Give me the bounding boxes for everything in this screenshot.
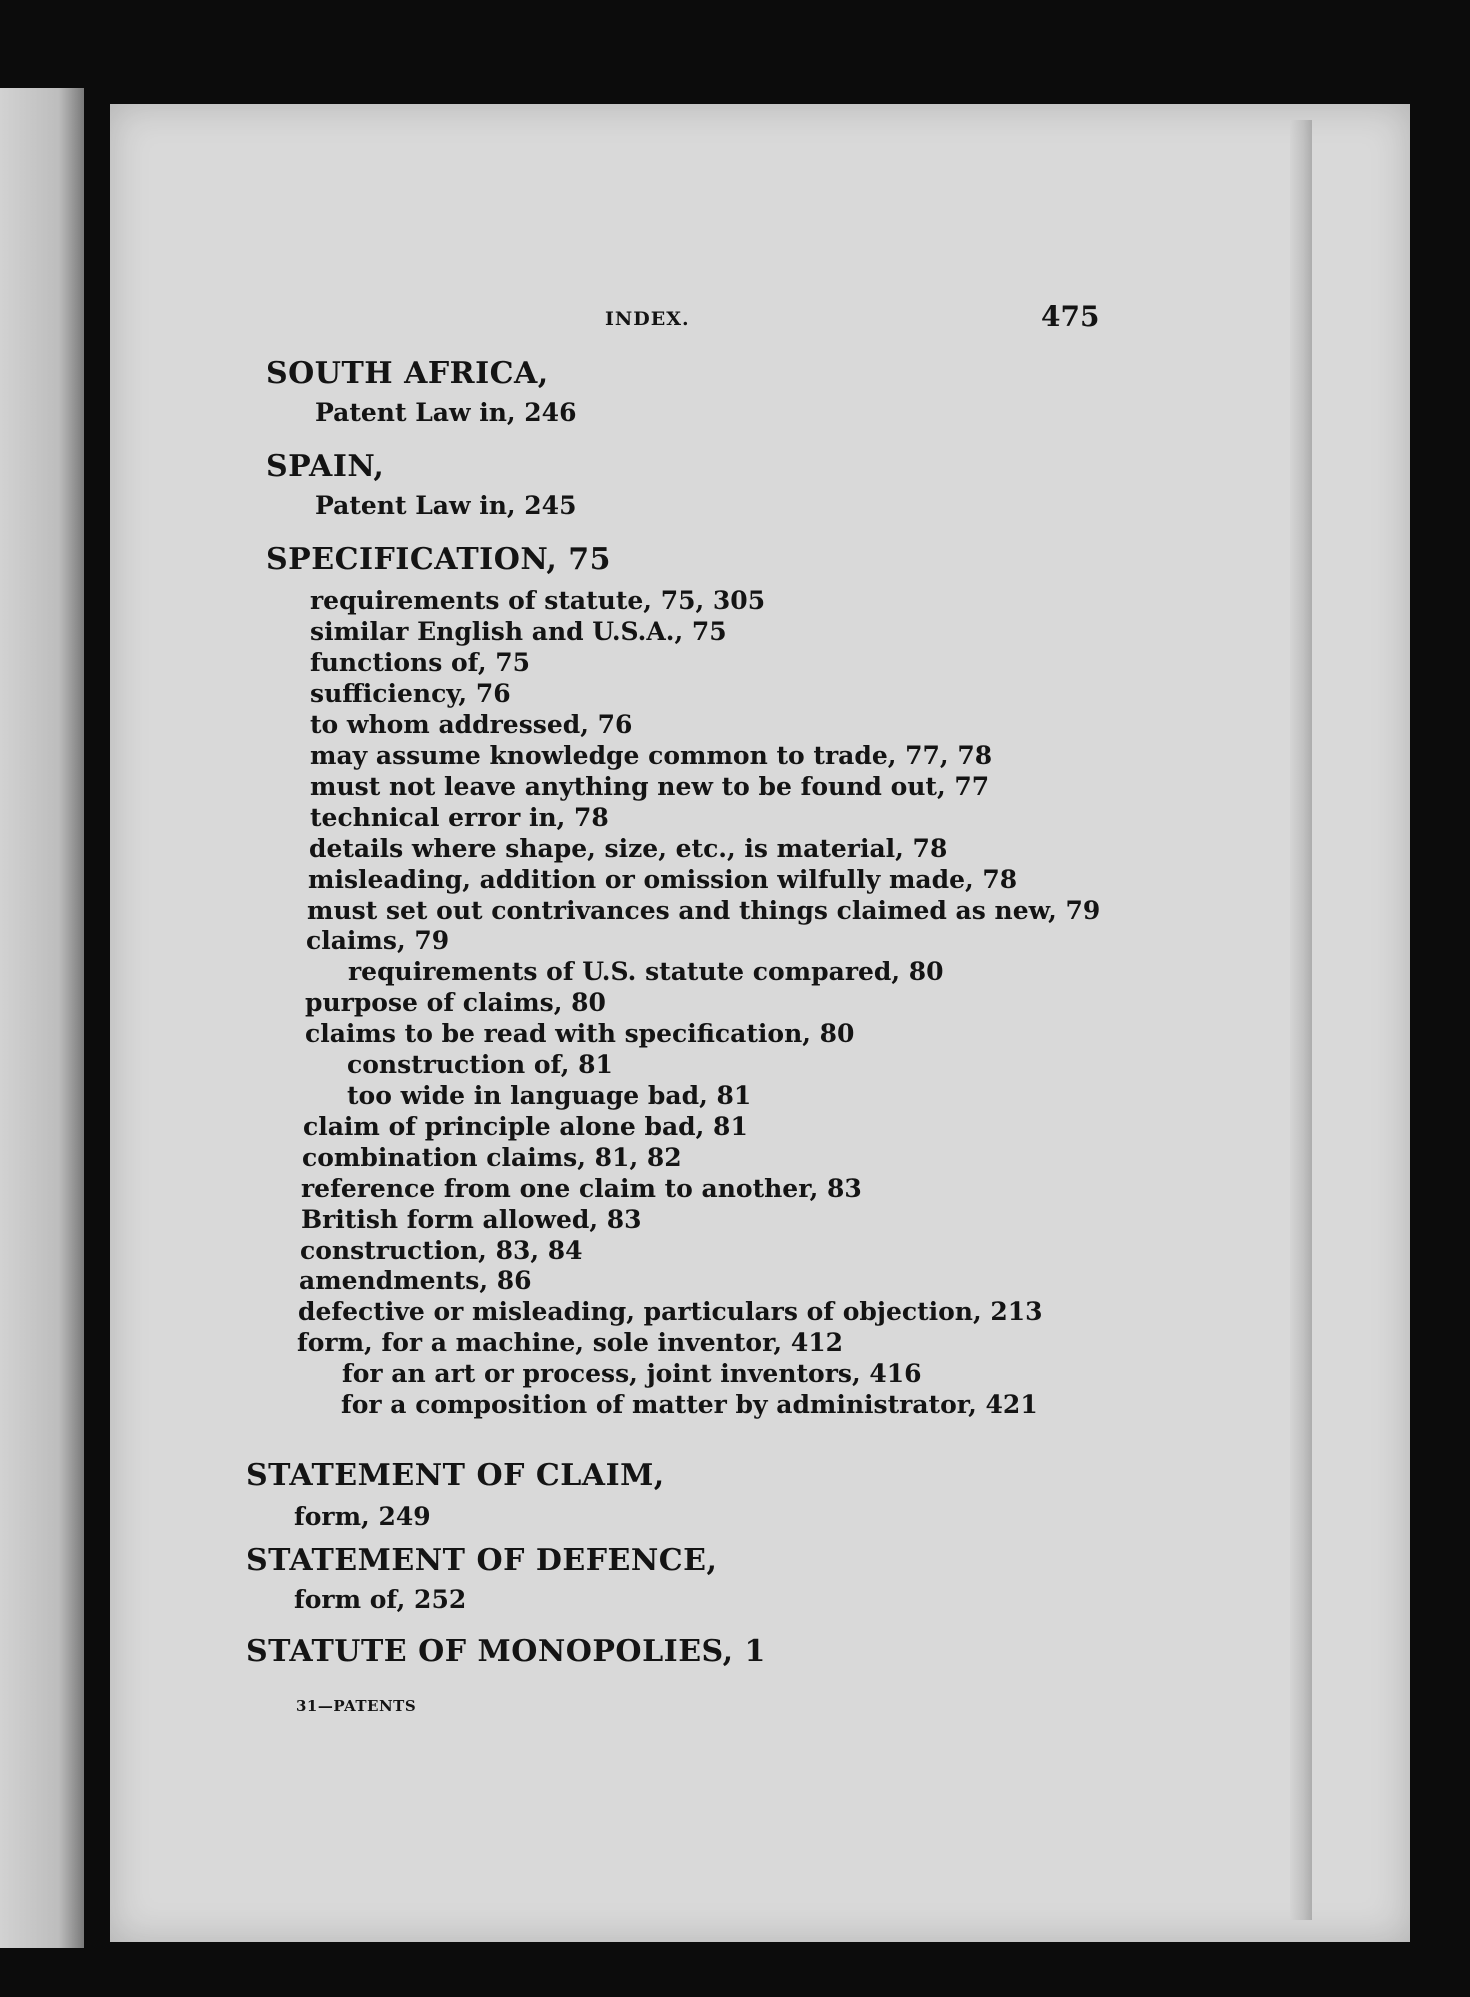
index-subentry: British form allowed, 83 bbox=[301, 1205, 642, 1234]
running-header-title: INDEX. bbox=[605, 308, 690, 330]
index-subentry-nested: requirements of U.S. statute compared, 80 bbox=[348, 957, 944, 986]
index-subentry: purpose of claims, 80 bbox=[305, 988, 606, 1017]
index-heading: STATUTE OF MONOPOLIES, 1 bbox=[246, 1634, 766, 1669]
index-subentry: amendments, 86 bbox=[299, 1266, 532, 1295]
index-heading: STATEMENT OF DEFENCE, bbox=[246, 1543, 718, 1578]
page-number: 475 bbox=[1041, 300, 1100, 333]
index-subentry: misleading, addition or omission wilfully made, 78 bbox=[308, 865, 1018, 894]
index-heading: STATEMENT OF CLAIM, bbox=[246, 1458, 665, 1493]
index-subentry: requirements of statute, 75, 305 bbox=[310, 586, 766, 615]
index-heading: SPAIN, bbox=[266, 449, 385, 484]
index-subentry: sufficiency, 76 bbox=[310, 679, 511, 708]
index-subentry: must set out contrivances and things claimed as new, 79 bbox=[307, 896, 1101, 925]
index-subentry: must not leave anything new to be found out, 77 bbox=[310, 772, 990, 801]
index-subentry: Patent Law in, 246 bbox=[315, 398, 577, 427]
facing-page-edge bbox=[0, 88, 84, 1948]
index-heading: SPECIFICATION, 75 bbox=[266, 542, 611, 577]
index-subentry-nested: for an art or process, joint inventors, 416 bbox=[342, 1359, 922, 1388]
index-subentry: defective or misleading, particulars of objection, 213 bbox=[298, 1297, 1043, 1326]
index-subentry: form of, 252 bbox=[294, 1585, 467, 1614]
index-subentry: form, 249 bbox=[294, 1502, 431, 1531]
index-subentry: construction, 83, 84 bbox=[300, 1236, 583, 1265]
index-subentry: claims, 79 bbox=[306, 926, 450, 955]
index-subentry: Patent Law in, 245 bbox=[315, 491, 577, 520]
printer-signature: 31—PATENTS bbox=[296, 1697, 417, 1715]
index-subentry: similar English and U.S.A., 75 bbox=[310, 617, 727, 646]
index-subentry: reference from one claim to another, 83 bbox=[301, 1174, 862, 1203]
index-subentry: technical error in, 78 bbox=[310, 803, 609, 832]
index-subentry-nested: construction of, 81 bbox=[347, 1050, 613, 1079]
index-subentry-nested: for a composition of matter by administrator, 421 bbox=[341, 1390, 1038, 1419]
index-heading: SOUTH AFRICA, bbox=[266, 356, 549, 391]
index-subentry: may assume knowledge common to trade, 77, 78 bbox=[310, 741, 993, 770]
index-subentry: details where shape, size, etc., is material, 78 bbox=[309, 834, 948, 863]
index-subentry: combination claims, 81, 82 bbox=[302, 1143, 682, 1172]
index-subentry: claims to be read with specification, 80 bbox=[305, 1019, 855, 1048]
index-subentry-nested: too wide in language bad, 81 bbox=[347, 1081, 752, 1110]
index-subentry: functions of, 75 bbox=[310, 648, 531, 677]
index-subentry: form, for a machine, sole inventor, 412 bbox=[297, 1328, 844, 1357]
index-subentry: to whom addressed, 76 bbox=[310, 710, 633, 739]
index-subentry: claim of principle alone bad, 81 bbox=[303, 1112, 748, 1141]
page-edge-shadow bbox=[1290, 120, 1312, 1920]
